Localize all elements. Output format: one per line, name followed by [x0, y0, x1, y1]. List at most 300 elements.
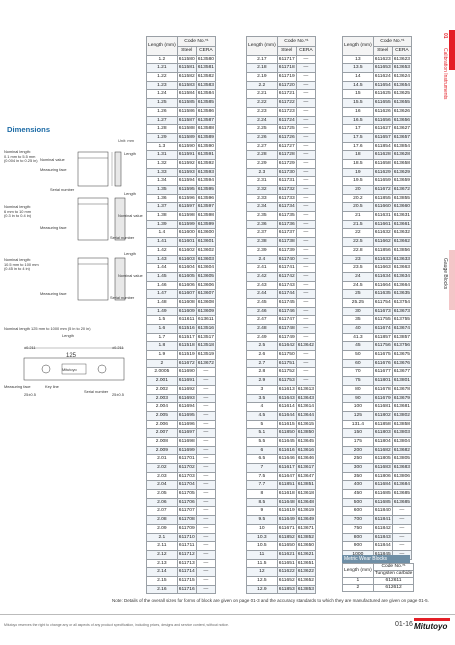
- code-table-1: [146, 36, 216, 594]
- length-cell: 60: [343, 359, 374, 368]
- cera-code-cell: 613598: [196, 212, 215, 221]
- cera-code-cell: 613590: [196, 142, 215, 151]
- length-cell: 600: [343, 507, 374, 516]
- length-cell: 2.37: [247, 229, 278, 238]
- length-cell: 2.5: [247, 342, 278, 351]
- table-row: [247, 411, 316, 420]
- steel-code-cell: 611673: [373, 307, 392, 316]
- length-cell: 3.5: [247, 394, 278, 403]
- length-cell: 2.001: [147, 377, 178, 386]
- cera-code-cell: 613663: [392, 264, 411, 273]
- length-cell: 50: [343, 351, 374, 360]
- steel-code-cell: 611621: [277, 550, 296, 559]
- length-cell: 1.48: [147, 298, 178, 307]
- table-row: [247, 576, 316, 585]
- brand-bar: [414, 618, 450, 621]
- length-cell: 4.5: [247, 411, 278, 420]
- cera-code-cell: —: [296, 298, 315, 307]
- steel-code-cell: 611738: [277, 238, 296, 247]
- table-row: [147, 290, 216, 299]
- table-row: [247, 516, 316, 525]
- table-row: [247, 272, 316, 281]
- cera-code-cell: 613594: [196, 177, 215, 186]
- steel-code-cell: 611685: [373, 498, 392, 507]
- length-cell: 1.44: [147, 264, 178, 273]
- length-cell: 15: [343, 90, 374, 99]
- length-cell: 2.42: [247, 272, 278, 281]
- steel-code-cell: 611652: [277, 576, 296, 585]
- steel-code-cell: 611710: [177, 533, 196, 542]
- table-row: [343, 229, 412, 238]
- length-cell: 14.5: [343, 81, 374, 90]
- length-cell: 2.36: [247, 220, 278, 229]
- length-cell: 1.27: [147, 116, 178, 125]
- cera-code-cell: 613597: [196, 203, 215, 212]
- table-row: [343, 377, 412, 386]
- length-cell: 2.03: [147, 472, 178, 481]
- table-row: [147, 64, 216, 73]
- length-cell: 45: [343, 342, 374, 351]
- length-cell: 10: [247, 524, 278, 533]
- steel-code-cell: 611698: [177, 437, 196, 446]
- steel-code-cell: 611607: [177, 290, 196, 299]
- table-row: [343, 255, 412, 264]
- length-cell: 25: [343, 290, 374, 299]
- steel-code-cell: 611601: [177, 238, 196, 247]
- cera-code-cell: 613678: [392, 385, 411, 394]
- length-cell: 18.5: [343, 159, 374, 168]
- cera-code-cell: 613685: [392, 490, 411, 499]
- length-cell: 13: [343, 55, 374, 64]
- length-cell: 70: [343, 368, 374, 377]
- steel-code-cell: 611593: [177, 168, 196, 177]
- cera-code-cell: 613801: [392, 377, 411, 386]
- cera-code-cell: 613627: [392, 125, 411, 134]
- length-cell: 35: [343, 316, 374, 325]
- cera-code-cell: —: [296, 99, 315, 108]
- steel-code-cell: 611740: [277, 255, 296, 264]
- length-cell: 2.43: [247, 281, 278, 290]
- steel-code-cell: 611711: [177, 542, 196, 551]
- steel-code-cell: 611745: [277, 298, 296, 307]
- length-cell: 20.5: [343, 203, 374, 212]
- length-cell: 17.6: [343, 142, 374, 151]
- cera-header: CERA: [196, 47, 215, 56]
- cera-code-cell: 613677: [392, 368, 411, 377]
- length-cell: 6.5: [247, 455, 278, 464]
- steel-code-cell: 611586: [177, 107, 196, 116]
- steel-code-cell: 611683: [373, 464, 392, 473]
- section-strip-gauge: [449, 250, 455, 310]
- table-row: [343, 186, 412, 195]
- steel-code-cell: 611657: [373, 133, 392, 142]
- cera-code-cell: 613655: [392, 99, 411, 108]
- table-row: [247, 455, 316, 464]
- table-row: [247, 333, 316, 342]
- steel-code-cell: 611746: [277, 307, 296, 316]
- steel-code-cell: 611659: [373, 177, 392, 186]
- footer: [0, 614, 455, 645]
- cera-code-cell: 613652: [296, 576, 315, 585]
- length-cell: 2.11: [147, 542, 178, 551]
- steel-code-cell: 611644: [277, 411, 296, 420]
- length-label-1: Length: [124, 151, 136, 156]
- steel-code-cell: 611606: [177, 281, 196, 290]
- cera-code-cell: 613803: [392, 429, 411, 438]
- table-row: [147, 159, 216, 168]
- cera-code-cell: 613615: [296, 420, 315, 429]
- steel-code-cell: 611631: [373, 212, 392, 221]
- steel-code-cell: 611706: [177, 498, 196, 507]
- table-row: [247, 90, 316, 99]
- cera-code-cell: —: [196, 498, 215, 507]
- length-cell: 900: [343, 542, 374, 551]
- cera-code-cell: 613857: [392, 333, 411, 342]
- length-cell: 9: [247, 507, 278, 516]
- length-cell: 150: [343, 429, 374, 438]
- table-row: [147, 377, 216, 386]
- length-cell: 2.24: [247, 116, 278, 125]
- length-header: Length (mm): [343, 37, 374, 56]
- steel-code-cell: 611734: [277, 203, 296, 212]
- cera-code-cell: 613855: [392, 194, 411, 203]
- table-row: [147, 385, 216, 394]
- length-cell: 2.22: [247, 99, 278, 108]
- steel-code-cell: 611663: [373, 264, 392, 273]
- steel-code-cell: 611704: [177, 481, 196, 490]
- cera-code-cell: —: [196, 576, 215, 585]
- table-row: [247, 142, 316, 151]
- steel-code-cell: 611633: [373, 255, 392, 264]
- cera-code-cell: 613599: [196, 220, 215, 229]
- table-row: [247, 125, 316, 134]
- steel-code-cell: 611674: [373, 325, 392, 334]
- table-row: [247, 203, 316, 212]
- cera-code-cell: 613624: [392, 73, 411, 82]
- table-row: [343, 411, 412, 420]
- steel-code-cell: 611805: [373, 455, 392, 464]
- length-cell: 2.01: [147, 455, 178, 464]
- table-row: [343, 394, 412, 403]
- length-cell: 15.5: [343, 99, 374, 108]
- cera-code-cell: 613621: [296, 550, 315, 559]
- cera-code-cell: —: [196, 446, 215, 455]
- length-cell: 2.28: [247, 151, 278, 160]
- steel-code-cell: 611581: [177, 64, 196, 73]
- length-label-3: Length: [124, 251, 136, 256]
- measuring-face-label-3: Measuring face: [40, 291, 67, 296]
- table-row: [343, 125, 412, 134]
- length-cell: 2.08: [147, 516, 178, 525]
- table-row: [343, 524, 412, 533]
- steel-code-cell: 611632: [373, 229, 392, 238]
- table-row: [147, 533, 216, 542]
- cera-code-cell: 613657: [392, 133, 411, 142]
- cera-code-cell: —: [296, 290, 315, 299]
- cera-header: CERA: [392, 47, 411, 56]
- table-row: [343, 99, 412, 108]
- cera-code-cell: 613628: [392, 151, 411, 160]
- length-cell: 2.7: [247, 359, 278, 368]
- table-row: [147, 446, 216, 455]
- length-cell: 1.47: [147, 290, 178, 299]
- length-header: Length (mm): [147, 37, 178, 56]
- table-row: [343, 542, 412, 551]
- table-row: [343, 516, 412, 525]
- steel-code-cell: 611615: [277, 420, 296, 429]
- cera-code-cell: 613611: [196, 316, 215, 325]
- table-row: [147, 342, 216, 351]
- steel-code-cell: 611806: [373, 472, 392, 481]
- cera-code-cell: —: [296, 368, 315, 377]
- table-row: [147, 524, 216, 533]
- steel-code-cell: 611608: [177, 298, 196, 307]
- length-cell: 10.3: [247, 533, 278, 542]
- length-cell: 1.26: [147, 107, 178, 116]
- cera-code-cell: 613656: [392, 116, 411, 125]
- cera-code-cell: 613858: [392, 420, 411, 429]
- steel-code-cell: 611744: [277, 290, 296, 299]
- steel-code-cell: 611590: [177, 142, 196, 151]
- table-row: [343, 403, 412, 412]
- table-row: [147, 220, 216, 229]
- length-cell: 9.5: [247, 516, 278, 525]
- table-row: [147, 238, 216, 247]
- length-cell: 1.8: [147, 342, 178, 351]
- length-cell: 12.9: [247, 585, 278, 594]
- cera-code-cell: —: [296, 377, 315, 386]
- table-row: [343, 498, 412, 507]
- cera-code-cell: 613600: [196, 229, 215, 238]
- length-cell: 20: [343, 186, 374, 195]
- cera-code-cell: —: [196, 455, 215, 464]
- steel-code-cell: 611643: [277, 394, 296, 403]
- steel-code-cell: 611756: [373, 342, 392, 351]
- table-row: [343, 307, 412, 316]
- length-cell: 2.1: [147, 533, 178, 542]
- steel-code-cell: 611675: [373, 351, 392, 360]
- cera-code-cell: 613623: [392, 55, 411, 64]
- table-row: [343, 578, 414, 585]
- table-row: [247, 351, 316, 360]
- length-cell: 2.19: [247, 73, 278, 82]
- table-row: [147, 411, 216, 420]
- length-cell: 1.36: [147, 194, 178, 203]
- table-row: [343, 159, 412, 168]
- steel-code-cell: 611696: [177, 420, 196, 429]
- length-cell: 12: [247, 568, 278, 577]
- table-row: [147, 55, 216, 64]
- cera-code-cell: 613619: [296, 507, 315, 516]
- measuring-face-label-1: Measuring face: [40, 167, 67, 172]
- table-row: [247, 281, 316, 290]
- cera-code-cell: 613653: [392, 64, 411, 73]
- steel-code-cell: 611709: [177, 524, 196, 533]
- length-cell: 2.05: [147, 490, 178, 499]
- serial-number-label-2: Serial number: [110, 235, 135, 240]
- cera-code-cell: —: [296, 177, 315, 186]
- steel-code-cell: 611736: [277, 220, 296, 229]
- cera-code-cell: —: [296, 255, 315, 264]
- steel-code-cell: 611583: [177, 81, 196, 90]
- cera-code-cell: 613613: [296, 385, 315, 394]
- steel-code-cell: 611752: [277, 368, 296, 377]
- steel-code-cell: 611718: [277, 64, 296, 73]
- code-table-3: [342, 36, 412, 560]
- table-row: [147, 272, 216, 281]
- table-row: [343, 177, 412, 186]
- cera-code-cell: —: [196, 385, 215, 394]
- cera-code-cell: —: [196, 472, 215, 481]
- steel-code-cell: 611516: [177, 325, 196, 334]
- table-row: [343, 455, 412, 464]
- table-row: [247, 464, 316, 473]
- length-cell: 2.17: [247, 55, 278, 64]
- dimensions-title: Dimensions: [7, 125, 51, 134]
- cera-code-cell: 613603: [196, 255, 215, 264]
- steel-code-cell: 611618: [277, 490, 296, 499]
- table-row: [147, 186, 216, 195]
- steel-code-cell: 611634: [373, 272, 392, 281]
- length-cell: 2.29: [247, 159, 278, 168]
- table-row: [343, 142, 412, 151]
- table-row: [343, 325, 412, 334]
- table-row: [147, 229, 216, 238]
- table-row: [147, 142, 216, 151]
- table-row: [147, 351, 216, 360]
- length-cell: 2.33: [247, 194, 278, 203]
- nominal-range-3: Nominal length: 10.5 mm to 100 mm (0.45 in to 4 in): [4, 257, 39, 272]
- table-row: [343, 212, 412, 221]
- table-row: [247, 316, 316, 325]
- nominal-range-1: Nominal length: 0.1 mm to 5.5 mm (0.004 in to 0.25 in): [4, 149, 38, 164]
- steel-code-cell: 611646: [277, 455, 296, 464]
- cera-code-cell: —: [196, 403, 215, 412]
- table-row: [343, 107, 412, 116]
- length-cell: 1.4: [147, 229, 178, 238]
- length-cell: 1.9: [147, 351, 178, 360]
- length-cell: 2.32: [247, 186, 278, 195]
- cera-code-cell: 613643: [296, 394, 315, 403]
- table-row: [343, 64, 412, 73]
- cera-code-cell: —: [296, 351, 315, 360]
- length-cell: 2.002: [147, 385, 178, 394]
- length-cell: 18: [343, 151, 374, 160]
- length-cell: 175: [343, 437, 374, 446]
- dim-tol-right: ±0.211: [112, 345, 124, 350]
- steel-code-cell: 611699: [177, 446, 196, 455]
- table-row: [247, 403, 316, 412]
- length-cell: 1.28: [147, 125, 178, 134]
- length-cell: 1.42: [147, 246, 178, 255]
- dim-25-left: 25±0.5: [24, 392, 36, 397]
- metric-length-header: Length (mm): [343, 564, 374, 578]
- steel-code-cell: 611589: [177, 133, 196, 142]
- key-line-label: Key line: [45, 384, 59, 389]
- metric-wear-title: Metric Wear Blocks: [342, 555, 410, 563]
- length-cell: 131.4: [343, 420, 374, 429]
- cera-code-cell: 613806: [392, 472, 411, 481]
- length-cell: 2.12: [147, 550, 178, 559]
- nominal-range-2: Nominal length: 6 mm to 10 mm (0.3 in to 0.4 in): [4, 204, 32, 219]
- steel-code-cell: 611597: [177, 203, 196, 212]
- length-cell: 300: [343, 464, 374, 473]
- cera-code-cell: 613583: [196, 81, 215, 90]
- length-cell: 2.07: [147, 507, 178, 516]
- steel-code-cell: 611753: [277, 377, 296, 386]
- steel-code-cell: 611592: [177, 159, 196, 168]
- table-row: [147, 125, 216, 134]
- table-row: [343, 168, 412, 177]
- table-row: [147, 507, 216, 516]
- length-cell: 5.5: [247, 437, 278, 446]
- cera-code-cell: —: [296, 116, 315, 125]
- length-cell: 1.39: [147, 220, 178, 229]
- length-cell: 2.3: [247, 168, 278, 177]
- code-table-2: [246, 36, 316, 594]
- length-cell: 2.47: [247, 316, 278, 325]
- length-cell: 24.5: [343, 281, 374, 290]
- cera-code-cell: 613804: [392, 437, 411, 446]
- length-header: Length (mm): [247, 37, 278, 56]
- steel-code-cell: 611684: [373, 481, 392, 490]
- length-cell: 2.35: [247, 212, 278, 221]
- metric-length-cell: 2: [343, 585, 374, 592]
- length-label-2: Length: [124, 191, 136, 196]
- cera-code-cell: —: [392, 507, 411, 516]
- table-row: [343, 246, 412, 255]
- length-cell: 2.9: [247, 377, 278, 386]
- length-cell: 30: [343, 307, 374, 316]
- steel-code-cell: 611682: [373, 446, 392, 455]
- cera-code-cell: —: [392, 542, 411, 551]
- steel-code-cell: 611629: [373, 168, 392, 177]
- steel-code-cell: 611801: [373, 377, 392, 386]
- length-cell: 23.5: [343, 264, 374, 273]
- cera-code-cell: 613591: [196, 151, 215, 160]
- cera-code-cell: 613518: [196, 342, 215, 351]
- length-cell: 2.02: [147, 464, 178, 473]
- steel-code-cell: 611743: [277, 281, 296, 290]
- table-row: [147, 585, 216, 594]
- cera-code-cell: 613605: [196, 272, 215, 281]
- cera-code-cell: 613635: [392, 290, 411, 299]
- steel-code-cell: 611855: [373, 194, 392, 203]
- length-cell: 41.3: [343, 333, 374, 342]
- code-header: Code No.*¹: [177, 37, 215, 47]
- nominal-value-label-1: Nominal value: [40, 157, 65, 162]
- cera-code-cell: —: [392, 516, 411, 525]
- table-row: [247, 298, 316, 307]
- steel-code-cell: 611685: [373, 490, 392, 499]
- steel-code-cell: 611519: [177, 351, 196, 360]
- steel-code-cell: 611695: [177, 411, 196, 420]
- cera-header: CERA: [296, 47, 315, 56]
- table-row: [247, 377, 316, 386]
- length-cell: 2.48: [247, 325, 278, 334]
- length-cell: 2.15: [147, 576, 178, 585]
- table-row: [147, 203, 216, 212]
- cera-code-cell: 613645: [296, 437, 315, 446]
- length-cell: 1.2: [147, 55, 178, 64]
- cera-code-cell: —: [196, 568, 215, 577]
- steel-code-cell: 611857: [373, 333, 392, 342]
- cera-code-cell: 613607: [196, 290, 215, 299]
- cera-code-cell: —: [296, 125, 315, 134]
- table-row: [147, 133, 216, 142]
- table-row: [247, 437, 316, 446]
- table-row: [343, 203, 412, 212]
